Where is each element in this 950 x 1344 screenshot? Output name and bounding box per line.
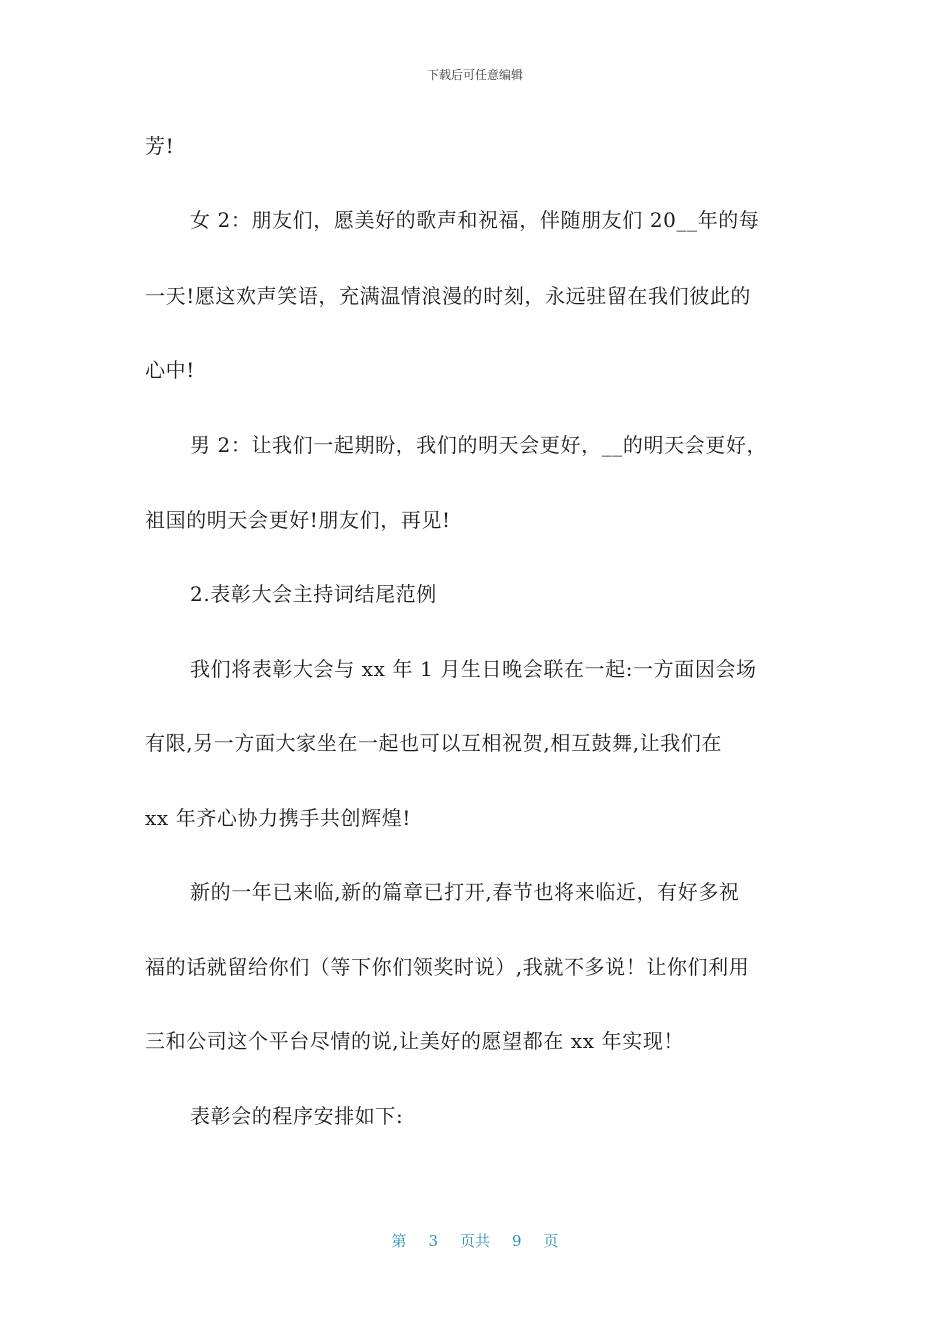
- text-line: 表彰会的程序安排如下:: [190, 1104, 404, 1128]
- footer-total-pages: 9: [512, 1232, 522, 1250]
- text-line: 女 2：朋友们，愿美好的歌声和祝福，伴随朋友们 20__年的每: [190, 208, 760, 232]
- text-line: 一天!愿这欢声笑语，充满温情浪漫的时刻，永远驻留在我们彼此的: [145, 284, 752, 308]
- text-line: 祖国的明天会更好!朋友们，再见!: [145, 508, 451, 532]
- text-line: 芳!: [145, 134, 175, 158]
- text-line: 我们将表彰大会与 xx 年 1 月生日晚会联在一起:一方面因会场: [190, 657, 757, 681]
- text-line: 福的话就留给你们（等下你们领奖时说）,我就不多说！让你们利用: [145, 955, 750, 979]
- text-line: 三和公司这个平台尽情的说,让美好的愿望都在 xx 年实现！: [145, 1029, 685, 1053]
- page-header: 下载后可任意编辑: [426, 68, 523, 82]
- footer-prefix: 第: [391, 1232, 407, 1250]
- text-line: 新的一年已来临,新的篇章已打开,春节也将来临近，有好多祝: [190, 880, 740, 904]
- text-line: 男 2：让我们一起期盼，我们的明天会更好，__的明天会更好，: [190, 433, 768, 457]
- footer-suffix: 页: [543, 1232, 559, 1250]
- text-line: 有限,另一方面大家坐在一起也可以互相祝贺,相互鼓舞,让我们在: [145, 731, 723, 755]
- text-line: xx 年齐心协力携手共创辉煌!: [145, 806, 411, 830]
- footer-current-page: 3: [428, 1232, 438, 1250]
- text-line: 2.表彰大会主持词结尾范例: [190, 582, 437, 606]
- footer-middle: 页共: [459, 1232, 490, 1250]
- text-line: 心中!: [145, 358, 195, 382]
- page-footer: [0, 1230, 950, 1251]
